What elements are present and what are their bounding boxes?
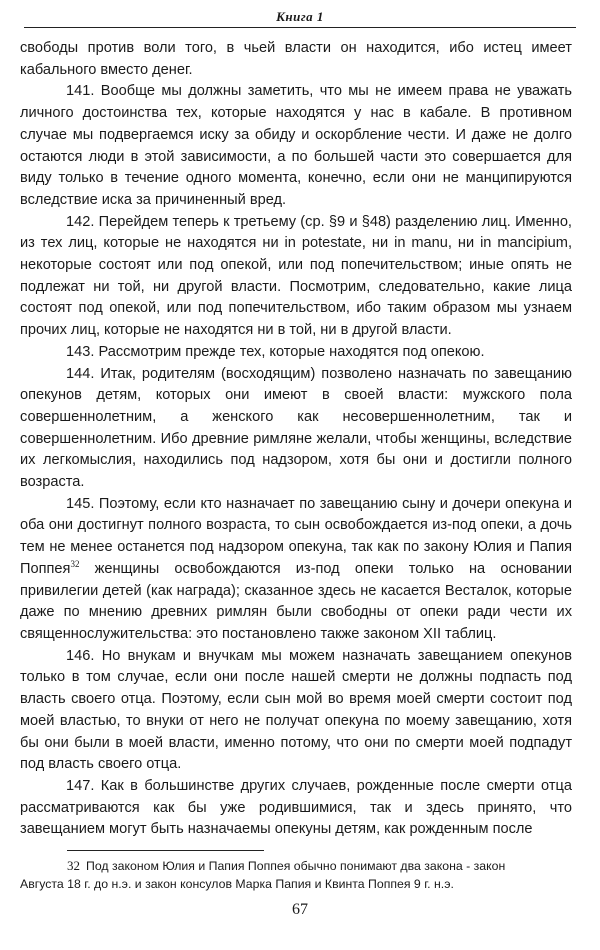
footnote: [20, 857, 572, 893]
footnote-reference: 32: [70, 558, 80, 569]
running-head-title: Книга 1: [276, 9, 324, 24]
page-number: 67: [292, 901, 308, 918]
paragraph-145-part-1: 145. Поэтому, если кто назначает по завещанию сыну и дочери опекуна и оба они достигнут полного возраста, то сын освобождается из-под опеки, а дочь тем не менее останется под надзором опекуна, так как по закону Юлия и Папия Поппея: [20, 495, 572, 577]
footnote-line-1: [20, 857, 572, 875]
footnote-separator: [67, 850, 264, 851]
paragraph-continuation: свободы против воли того, в чьей власти он находится, ибо истец имеет кабального вместо денег.: [20, 40, 572, 78]
running-head: [24, 8, 576, 30]
paragraph-142: 142. Перейдем теперь к третьему (ср. §9 и §48) разделению лиц. Именно, из тех лиц, которые не находятся ни in potestate, ни in manu, ни in mancipium, некоторые состоят или под опекой, или под попечительством; иные опять не подлежат ни той, ни другой власти. Посмотрим, следовательно, какие лица состоят под опекой, или под попечительством, ибо таким образом мы узнаем прочих лиц, которые не находятся ни в той, ни в другой власти.: [20, 213, 572, 339]
header-rule: [24, 27, 576, 28]
paragraph-146: 146. Но внукам и внучкам мы можем назначать завещанием опекунов только в том случае, если они после нашей смерти не должны подпасть под власть своего отца. Поэтому, если сын мой во время моей смерти состоит под моей властью, то внуки от него не получат опекуна по моему завещанию, хотя бы они были в моей власти, именно потому, что они по смерти моей подпадут под власть своего отца.: [20, 647, 572, 773]
footnote-text-2: Августа 18 г. до н.э. и закон консулов Марка Папия и Квинта Поппея 9 г. н.э.: [20, 877, 454, 891]
footnote-text-1: Под законом Юлия и Папия Поппея обычно понимают два закона - закон: [86, 859, 506, 873]
paragraph-143: 143. Рассмотрим прежде тех, которые находятся под опекою.: [66, 343, 485, 360]
footnote-number: 32: [67, 858, 80, 873]
paragraph-144: 144. Итак, родителям (восходящим) позволено назначать по завещанию опекунов детям, которых они имеют в своей власти: мужского пола совершеннолетним, а женского как несовершеннолетним, так и совершеннолетним. Ибо древние римляне желали, чтобы женщины, вследствие их легкомыслия, находились под надзором, хотя бы они и достигли полного возраста.: [20, 365, 572, 491]
paragraph-145-part-2: женщины освобождаются из-под опеки только на основании привилегии детей (как награда); сказанное здесь не касается Весталок, которые даже по мнению древних римлян были свободны от опеки ради чести их священнослужительства: это постановлено также законом XII таблиц.: [20, 560, 572, 642]
paragraph-147: 147. Как в большинстве других случаев, рожденные после смерти отца рассматриваются как бы уже родившимися, так и здесь принято, что завещанием могут быть назначаемы опекуны детям, как рожденным после: [20, 777, 572, 838]
main-text: [20, 38, 572, 841]
paragraph-141: 141. Вообще мы должны заметить, что мы не имеем права не уважать личного достоинства тех, которые находятся у нас в кабале. В противном случае мы подвергаемся иску за обиду и оскорбление чести. И даже не долго остаются люди в этой зависимости, а по большей части это совершается для виду только в течение одного момента, конечно, если они не манципируются вследствие иска за причиненный вред.: [20, 83, 572, 208]
paragraph-145: [20, 494, 572, 646]
